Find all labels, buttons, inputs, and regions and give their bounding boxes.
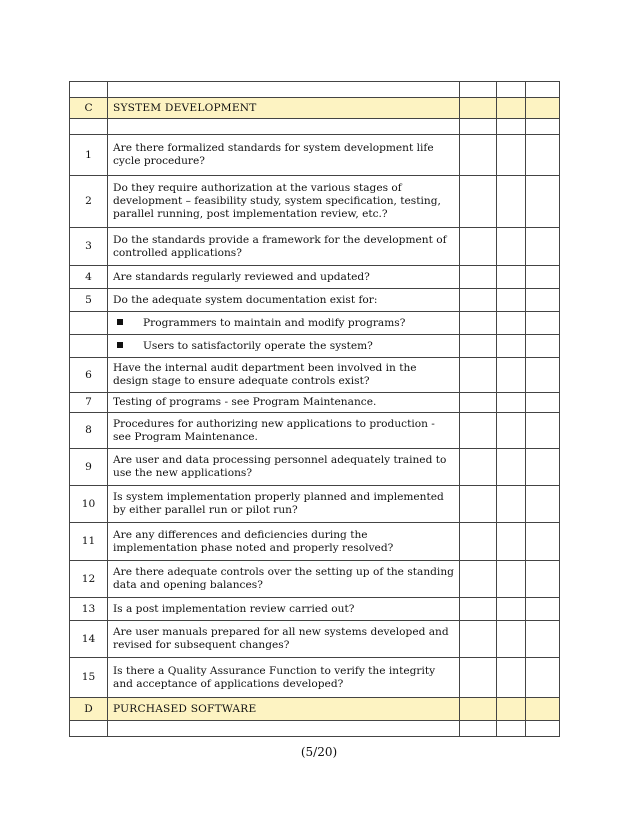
item-number: 8 (70, 413, 108, 449)
bullet-item (108, 335, 460, 358)
answer-cell[interactable] (497, 176, 526, 228)
empty-cell (497, 98, 526, 119)
answer-cell[interactable] (526, 449, 560, 486)
empty-cell (526, 721, 560, 737)
answer-cell[interactable] (526, 358, 560, 393)
answer-cell[interactable] (497, 621, 526, 658)
section-title: PURCHASED SOFTWARE (108, 698, 460, 721)
answer-cell[interactable] (526, 621, 560, 658)
bullet-item (108, 312, 460, 335)
empty-cell (108, 721, 460, 737)
item-question: Have the internal audit department been involved in the design stage to ensure adequate controls exist? (108, 358, 460, 393)
answer-cell[interactable] (497, 449, 526, 486)
empty-cell (460, 721, 497, 737)
section-header-row (70, 698, 560, 721)
table-row (70, 135, 560, 176)
answer-cell[interactable] (460, 393, 497, 413)
table-row (70, 621, 560, 658)
answer-cell[interactable] (497, 658, 526, 698)
section-header-row (70, 98, 560, 119)
empty-cell (460, 119, 497, 135)
table-row (70, 413, 560, 449)
item-number: 2 (70, 176, 108, 228)
item-number: 3 (70, 228, 108, 266)
answer-cell[interactable] (460, 358, 497, 393)
answer-cell[interactable] (460, 486, 497, 523)
answer-cell[interactable] (526, 413, 560, 449)
item-number: 4 (70, 266, 108, 289)
section-title: SYSTEM DEVELOPMENT (108, 98, 460, 119)
empty-cell (70, 82, 108, 98)
empty-cell (460, 98, 497, 119)
answer-cell[interactable] (526, 176, 560, 228)
item-question: Testing of programs - see Program Maintenance. (108, 393, 460, 413)
table-row (70, 358, 560, 393)
bullet-text: Programmers to maintain and modify programs? (143, 316, 406, 329)
answer-cell[interactable] (497, 413, 526, 449)
table-row (70, 561, 560, 598)
answer-cell[interactable] (497, 289, 526, 312)
item-number: 10 (70, 486, 108, 523)
answer-cell[interactable] (497, 358, 526, 393)
item-number: 11 (70, 523, 108, 561)
answer-cell[interactable] (460, 598, 497, 621)
answer-cell[interactable] (460, 176, 497, 228)
table-row (70, 393, 560, 413)
table-row (70, 228, 560, 266)
table-row (70, 658, 560, 698)
table-row (70, 176, 560, 228)
table-row (70, 119, 560, 135)
item-question: Procedures for authorizing new applications to production - see Program Maintenance. (108, 413, 460, 449)
answer-cell[interactable] (526, 335, 560, 358)
answer-cell[interactable] (460, 289, 497, 312)
answer-cell[interactable] (526, 135, 560, 176)
item-question: Are there formalized standards for system development life cycle procedure? (108, 135, 460, 176)
answer-cell[interactable] (497, 486, 526, 523)
item-number: 7 (70, 393, 108, 413)
answer-cell[interactable] (497, 312, 526, 335)
empty-cell (70, 721, 108, 737)
item-number: 15 (70, 658, 108, 698)
table-row (70, 598, 560, 621)
empty-cell (70, 312, 108, 335)
item-question: Are standards regularly reviewed and updated? (108, 266, 460, 289)
item-question: Are there adequate controls over the setting up of the standing data and opening balances? (108, 561, 460, 598)
item-question: Do the adequate system documentation exist for: (108, 289, 460, 312)
answer-cell[interactable] (460, 135, 497, 176)
answer-cell[interactable] (526, 658, 560, 698)
answer-cell[interactable] (460, 621, 497, 658)
table-row (70, 82, 560, 98)
table-row (70, 335, 560, 358)
item-question: Are user and data processing personnel adequately trained to use the new applications? (108, 449, 460, 486)
answer-cell[interactable] (460, 658, 497, 698)
empty-cell (497, 119, 526, 135)
answer-cell[interactable] (460, 523, 497, 561)
answer-cell[interactable] (526, 289, 560, 312)
table-row (70, 289, 560, 312)
empty-cell (70, 335, 108, 358)
page-number: (5/20) (300, 745, 338, 759)
item-number: 14 (70, 621, 108, 658)
item-question: Is there a Quality Assurance Function to verify the integrity and acceptance of applications developed? (108, 658, 460, 698)
section-code: D (70, 698, 108, 721)
empty-cell (497, 82, 526, 98)
answer-cell[interactable] (497, 598, 526, 621)
empty-cell (70, 119, 108, 135)
answer-cell[interactable] (460, 413, 497, 449)
item-question: Is a post implementation review carried out? (108, 598, 460, 621)
answer-cell[interactable] (526, 523, 560, 561)
answer-cell[interactable] (526, 598, 560, 621)
answer-cell[interactable] (497, 523, 526, 561)
item-number: 13 (70, 598, 108, 621)
empty-cell (526, 82, 560, 98)
answer-cell[interactable] (460, 335, 497, 358)
empty-cell (460, 82, 497, 98)
item-question: Are any differences and deficiencies during the implementation phase noted and properly resolved? (108, 523, 460, 561)
table-row (70, 523, 560, 561)
answer-cell[interactable] (526, 228, 560, 266)
item-number: 9 (70, 449, 108, 486)
item-number: 6 (70, 358, 108, 393)
answer-cell[interactable] (460, 312, 497, 335)
answer-cell[interactable] (497, 228, 526, 266)
empty-cell (526, 119, 560, 135)
answer-cell[interactable] (460, 561, 497, 598)
answer-cell[interactable] (497, 561, 526, 598)
bullet-icon (117, 342, 123, 348)
empty-cell (526, 698, 560, 721)
item-question: Is system implementation properly planned and implemented by either parallel run or pilot run? (108, 486, 460, 523)
answer-cell[interactable] (497, 266, 526, 289)
section-code: C (70, 98, 108, 119)
answer-cell[interactable] (526, 266, 560, 289)
answer-cell[interactable] (526, 561, 560, 598)
answer-cell[interactable] (526, 393, 560, 413)
item-number: 1 (70, 135, 108, 176)
item-question: Are user manuals prepared for all new systems developed and revised for subsequent changes? (108, 621, 460, 658)
empty-cell (108, 119, 460, 135)
empty-cell (108, 82, 460, 98)
empty-cell (497, 721, 526, 737)
table-row (70, 266, 560, 289)
answer-cell[interactable] (497, 335, 526, 358)
table-row (70, 312, 560, 335)
item-number: 12 (70, 561, 108, 598)
answer-cell[interactable] (460, 228, 497, 266)
table-row (70, 449, 560, 486)
answer-cell[interactable] (460, 449, 497, 486)
item-number: 5 (70, 289, 108, 312)
item-question: Do the standards provide a framework for the development of controlled applications? (108, 228, 460, 266)
answer-cell[interactable] (526, 312, 560, 335)
answer-cell[interactable] (497, 393, 526, 413)
bullet-icon (117, 319, 123, 325)
answer-cell[interactable] (460, 266, 497, 289)
answer-cell[interactable] (526, 486, 560, 523)
empty-cell (460, 698, 497, 721)
item-question: Do they require authorization at the various stages of development – feasibility study, system specification, testing, parallel running, post implementation review, etc.? (108, 176, 460, 228)
answer-cell[interactable] (497, 135, 526, 176)
table-row (70, 486, 560, 523)
empty-cell (526, 98, 560, 119)
empty-cell (497, 698, 526, 721)
bullet-text: Users to satisfactorily operate the system? (143, 339, 373, 352)
table-row (70, 721, 560, 737)
checklist-table (69, 81, 560, 737)
